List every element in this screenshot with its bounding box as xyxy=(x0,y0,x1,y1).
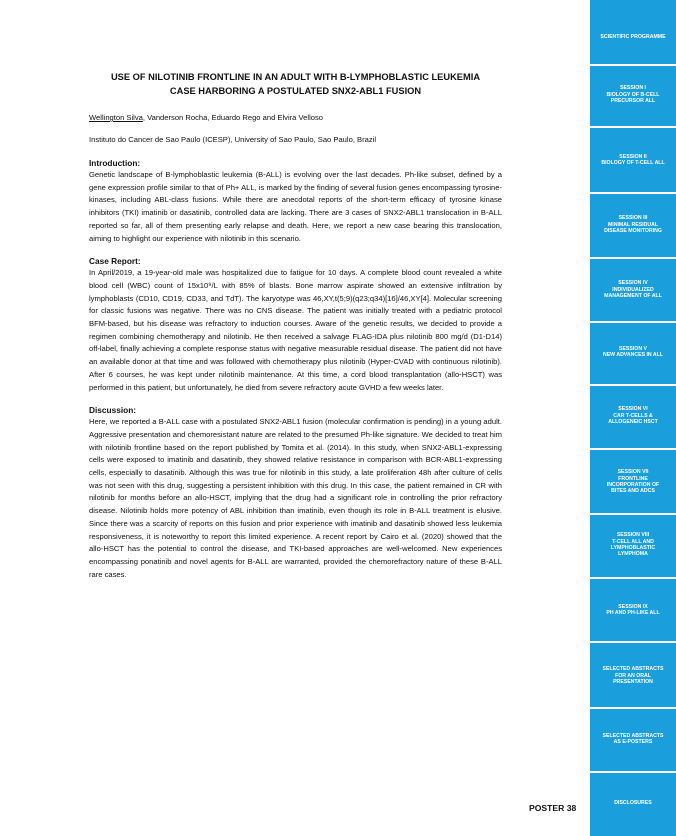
sidebar-item-label: SESSION IX xyxy=(618,603,648,610)
case-report-text: In April/2019, a 19-year-old male was hospitalized due to fatigue for 10 days. A complete blood count revealed a white blood cell (WBC) count of 15x10⁹/L with 85% of blasts. Bone marrow aspirate showed an extensive infiltration by lymphoblasts (CD10, CD19, CD33, and TdT). The karyotype was 46,XY,t(5;9)(q23;q34)[16]/46,XY[4]. Molecular screening for classic fusions was negative. There was no CNS disease. The patient was initially treated with a pediatric protocol BFM-based, but his disease was refractory to induction courses. Aware of the genetic results, we decided to provide a regimen combining chemotherapy and nilotinib. He then received a salvage FLAG-IDA plus nilotinib 800 mg/d (D1-D14) off-label, finally achieving a complete response status with negative measurable residual disease. The patient did not have an available donor at that time and was followed with chemotherapy plus nilotinib (Hyper-CVAD with continuous nilotinib). After 6 courses, he was kept under nilotinib maintenance. At this time, a cord blood transplantation (allo-HSCT) was performed in this patient, but unfortunately, he died from severe refractory acute GVHD a few weeks later. xyxy=(89,268,502,392)
sidebar-divider xyxy=(590,321,676,323)
title-line-2: CASE HARBORING A POSTULATED SNX2-ABL1 FUSION xyxy=(169,86,422,96)
sidebar-item-session-ix-ph-and-ph-like-all[interactable] xyxy=(590,582,676,638)
sidebar-item-session-iv-individualized-management-of-all[interactable] xyxy=(590,262,676,318)
section-sidebar xyxy=(590,0,676,836)
sidebar-divider xyxy=(590,192,676,194)
sidebar-item-label: PRECURSOR ALL xyxy=(610,98,656,105)
sidebar-item-label: DISCLOSURES xyxy=(614,799,652,806)
introduction-heading: Introduction: xyxy=(89,158,141,168)
sidebar-item-label: CAR T-CELLS & xyxy=(613,412,653,419)
sidebar-item-session-iii-minimal-residual-disease-monitoring[interactable] xyxy=(590,197,676,253)
sidebar-item-label: SCIENTIFIC PROGRAMME xyxy=(600,33,666,40)
title-line-1: USE OF NILOTINIB FRONTLINE IN AN ADULT WITH B-LYMPHOBLASTIC LEUKEMIA xyxy=(110,72,481,82)
sidebar-item-label: MANAGEMENT OF ALL xyxy=(604,293,662,300)
sidebar-item-label: NEW ADVANCES IN ALL xyxy=(602,352,664,358)
discussion-text: Here, we reported a B-ALL case with a postulated SNX2-ABL1 fusion (molecular confirmation is pending) in a young adult. Aggressive presentation and chemoresistant nature are related to the presumed Ph-like signature. We decided to treat him with nilotinib frontline based on the report published by Tomita et al. (2014). In this study, when SNX2-ABL1-expressing cells were exposed to imatinib and dasatinib, they showed relative resistance in comparison with BCR-ABL1-expressing cells, especially to dasatinib. Although this was true for nilotinib in this study, a late proliferation 48h after culture of cells was not seen with this drug, suggesting a persistent inhibition with this drug. In this case, the patient remained in CR with nilotinib for months before an allo-HSCT, implying that the drug had a significant role in controlling the prior refractory disease. Nilotinib holds more potency of ABL inhibition than imatinib, even though its role in B-ALL treatment is elusive. Since there was a scarcity of reports on this fusion and prior experience with imatinib and dasatinib showed less leukemia responsiveness, it is noteworthy to report this limited experience. A recent report by Cairo et al. (2020) showed that the allo-HSCT has the potential to control the disease, and TKI-based approaches are well-welcomed. New experiences encompassing ponatinib and novel agents for B-ALL are warranted, provided the chemorefractory nature of these B-ALL rare cases. xyxy=(89,417,502,579)
sidebar-item-session-i-biology-of-b-cell-precursor-all[interactable] xyxy=(590,67,676,123)
sidebar-divider xyxy=(590,577,676,579)
sidebar-item-session-viii-t-cell-all-and-lymphoblastic-lymphoma[interactable] xyxy=(590,517,676,573)
sidebar-item-label: SESSION V xyxy=(619,345,647,352)
sidebar-item-scientific-programme[interactable] xyxy=(590,9,676,65)
sidebar-item-session-vii-frontline-incorporation-of-bites-and-adcs[interactable] xyxy=(590,454,676,510)
discussion-heading: Discussion: xyxy=(89,405,137,416)
sidebar-divider xyxy=(590,771,676,773)
sidebar-item-label: SESSION IV xyxy=(618,280,648,287)
presenting-author: Wellington Silva xyxy=(89,113,143,122)
sidebar-divider xyxy=(590,126,676,128)
case-report-heading: Case Report: xyxy=(89,256,141,267)
sidebar-item-label: LYMPHOBLASTIC xyxy=(610,545,656,551)
sidebar-divider xyxy=(590,513,676,515)
sidebar-item-session-vi-car-t-cells-allogeneic-hsct[interactable] xyxy=(590,388,676,444)
sidebar-item-label: DISEASE MONITORING xyxy=(604,228,662,235)
sidebar-item-label: BIOLOGY OF B-CELL xyxy=(606,91,660,98)
sidebar-item-label: LYMPHOMA xyxy=(618,551,648,558)
sidebar-item-label: BIOLOGY OF T-CELL ALL xyxy=(601,160,665,166)
sidebar-item-label: SESSION VII xyxy=(617,469,649,476)
sidebar-item-label: FOR AN ORAL xyxy=(615,672,651,679)
affiliation: Instituto do Cancer de Sao Paulo (ICESP), University of Sao Paulo, Sao Paulo, Brazil xyxy=(89,135,377,144)
sidebar-item-label: FRONTLINE xyxy=(618,475,648,482)
sidebar-item-label: SELECTED ABSTRACTS xyxy=(602,732,664,739)
sidebar-item-label: INCORPORATION OF xyxy=(606,482,660,488)
sidebar-divider xyxy=(590,257,676,259)
sidebar-item-label: SESSION II xyxy=(619,153,647,160)
sidebar-divider xyxy=(590,448,676,450)
sidebar-item-label: MINIMAL RESIDUAL xyxy=(607,221,659,228)
sidebar-item-selected-abstracts-for-an-oral-presentation[interactable] xyxy=(590,648,676,704)
sidebar-item-selected-abstracts-as-e-posters[interactable] xyxy=(590,711,676,767)
sidebar-item-label: SESSION I xyxy=(620,85,646,92)
sidebar-item-session-ii-biology-of-t-cell-all[interactable] xyxy=(590,132,676,188)
sidebar-item-label: SELECTED ABSTRACTS xyxy=(602,666,664,673)
sidebar-item-label: INDIVIDUALIZED xyxy=(612,286,654,293)
sidebar-item-label: SESSION III xyxy=(618,215,648,222)
sidebar-item-session-v-new-advances-in-all[interactable] xyxy=(590,324,676,380)
introduction-text: Genetic landscape of B-lymphoblastic leukemia (B-ALL) is evolving over the last decades. Ph-like subset, defined by a gene expression profile similar to that of Ph+ ALL, is marked by the finding of several fusion genes encompassing tyrosine-kinases, including ABL-class fusions. While there are anecdotal reports of the short-term efficacy of tyrosine kinase inhibitors (TKI) imatinib or dasatinib, controlled data are lacking. There are 3 cases of SNX2-ABL1 translocation in B-ALL reported so far, all of them presenting early relapse and death. Here, we report a new case bearing this translocation, aiming to highlight our experience with nilotinib in this scenario. xyxy=(89,170,502,243)
sidebar-item-label: PRESENTATION xyxy=(613,679,653,686)
sidebar-item-label: PH AND PH-LIKE ALL xyxy=(606,610,660,616)
sidebar-item-label: AS E-POSTERS xyxy=(613,739,653,745)
coauthors: , Vanderson Rocha, Eduardo Rego and Elvira Velloso xyxy=(142,113,324,122)
sidebar-item-label: ALLOGENEIC HSCT xyxy=(608,419,658,426)
sidebar-item-label: T-CELL ALL AND xyxy=(612,538,654,545)
sidebar-item-label: BITES AND ADCS xyxy=(611,488,655,495)
sidebar-divider xyxy=(590,641,676,643)
authors xyxy=(89,112,502,123)
sidebar-item-label: SESSION VI xyxy=(618,406,648,413)
sidebar-item-label: SESSION VIII xyxy=(616,532,650,539)
sidebar-divider xyxy=(590,384,676,386)
poster-number: POSTER 38 xyxy=(529,803,577,813)
abstract-content xyxy=(89,70,502,591)
sidebar-divider xyxy=(590,707,676,709)
abstract-title xyxy=(89,70,502,98)
sidebar-item-disclosures[interactable] xyxy=(590,775,676,831)
